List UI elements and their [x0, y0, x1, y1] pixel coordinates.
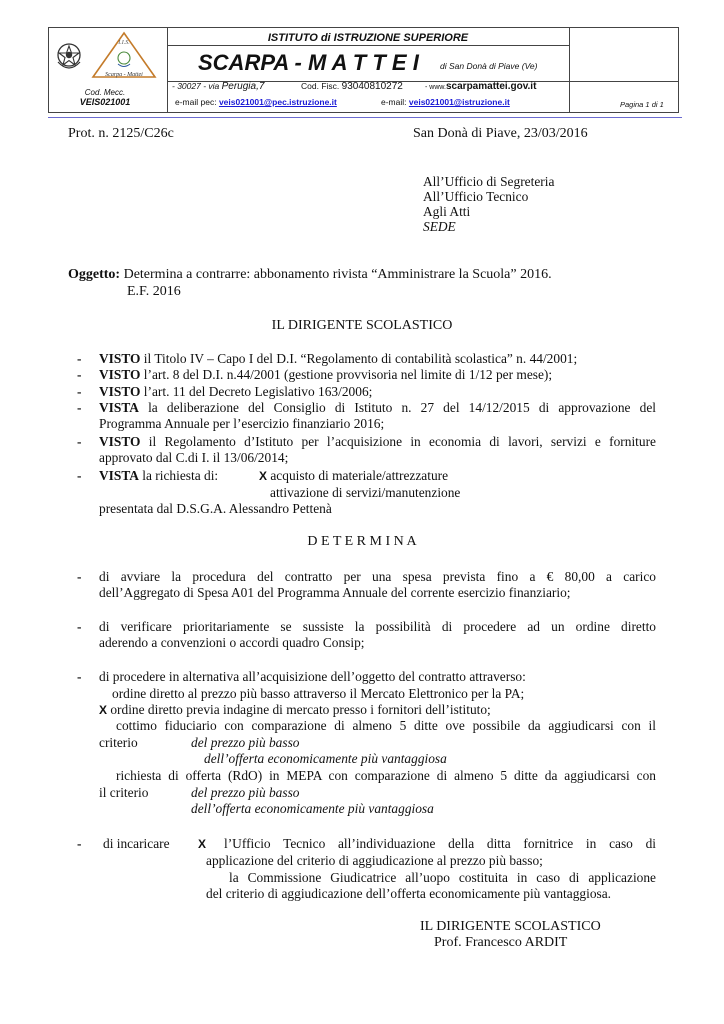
school-logo-icon [89, 31, 159, 81]
visto-item: VISTA la richiesta di: [99, 468, 219, 483]
subject-line [68, 267, 552, 283]
school-name: SCARPA - M A T T E I [198, 50, 419, 75]
procedure-option: richiesta di offerta (RdO) in MEPA con comparazione di almeno 5 ditte da aggiudicarsi con [116, 768, 656, 783]
determina-item-3: di procedere in alternativa all’acquisizione dell’oggetto del contratto attraverso: [99, 669, 526, 684]
fiscal-label: Cod. Fisc. [301, 81, 340, 91]
page-info: Pagina 1 di 1 [620, 100, 664, 109]
criterio-label: il criterio [99, 785, 149, 800]
website[interactable]: scarpamattei.gov.it [446, 81, 537, 92]
criterio-option: dell’offerta economicamente più vantaggiosa [191, 801, 434, 816]
email-line [381, 97, 510, 108]
pec-line [175, 97, 337, 108]
incaricare-option-continued: del criterio di aggiudicazione dell’offerta economicamente più vantaggiosa. [206, 886, 612, 901]
list-dash: - [77, 669, 82, 684]
visto-item-continued: Programma Annuale per l’esercizio finanziario 2016; [99, 416, 385, 431]
institute-type: ISTITUTO di ISTRUZIONE SUPERIORE [267, 32, 469, 44]
svg-text:Scarpa - Mattei: Scarpa - Mattei [105, 72, 143, 78]
determina-item-1-continued: dell’Aggregato di Spesa A01 del Programma Annuale del corrente esercizio finanziario; [99, 585, 571, 600]
determina-item-1: di avviare la procedura del contratto per una spesa prevista fino a € 80,00 a carico [99, 569, 656, 584]
presentata-line: presentata dal D.S.G.A. Alessandro Pettenà [99, 501, 332, 516]
procedure-option-checked [99, 702, 491, 718]
check-x-mark [198, 836, 206, 852]
subject-text: Determina a contrarre: abbonamento rivista “Amministrare la Scuola” 2016. [123, 267, 552, 282]
incaricare-label: di incaricare [103, 836, 170, 851]
list-dash: - [77, 619, 82, 634]
list-dash: - [77, 400, 82, 415]
list-dash: - [77, 836, 82, 851]
list-dash: - [77, 351, 82, 366]
pec-label: e-mail pec: [175, 97, 217, 107]
school-location: di San Donà di Piave (Ve) [440, 61, 538, 71]
www-prefix: - www. [425, 84, 446, 91]
richiesta-option-label: acquisto di materiale/attrezzature [267, 468, 449, 483]
recipient: All’Ufficio Tecnico [423, 189, 529, 204]
header-rule [48, 117, 682, 118]
protocol-number: Prot. n. 2125/C26c [68, 126, 174, 141]
list-dash: - [77, 367, 82, 382]
list-dash: - [77, 468, 82, 483]
check-x-icon: X [99, 703, 108, 717]
list-dash: - [77, 434, 82, 449]
recipient: All’Ufficio di Segreteria [423, 174, 555, 189]
fiscal-code [301, 81, 403, 92]
incaricare-option-continued: applicazione del criterio di aggiudicazione al prezzo più basso; [206, 853, 543, 868]
place-date: San Donà di Piave, 23/03/2016 [413, 126, 588, 141]
email-link[interactable]: veis021001@istruzione.it [408, 97, 510, 107]
visto-item: VISTO l’art. 8 del D.I. n.44/2001 (gestione provvisoria nel limite di 1/12 per mese); [99, 367, 553, 382]
visto-item: VISTO il Regolamento d’Istituto per l’acquisizione in economia di lavori, servizi e forniture [99, 434, 656, 449]
procedure-option-label: ordine diretto previa indagine di mercato presso i fornitori dell’istituto; [107, 702, 491, 717]
pec-email-link[interactable]: veis021001@pec.istruzione.it [218, 97, 337, 107]
cod-mecc-value: VEIS021001 [79, 97, 131, 107]
svg-text:I.I.S.: I.I.S. [118, 40, 130, 46]
address-street: Perugia,7 [221, 81, 265, 92]
check-x-icon: X [198, 837, 207, 851]
heading-dirigente: IL DIRIGENTE SCOLASTICO [271, 318, 453, 333]
procedure-option: ordine diretto al prezzo più basso attraverso il Mercato Elettronico per la PA; [112, 686, 525, 701]
visto-item: VISTO l’art. 11 del Decreto Legislativo 163/2006; [99, 384, 373, 399]
criterio-option: del prezzo più basso [191, 785, 300, 800]
recipient: SEDE [423, 219, 456, 234]
check-x-icon: X [259, 469, 268, 483]
republic-emblem-icon [54, 38, 84, 74]
criterio-option: dell’offerta economicamente più vantaggiosa [204, 751, 447, 766]
signature-name: Prof. Francesco ARDIT [434, 935, 568, 950]
address-prefix: - 30027 - via [172, 81, 220, 91]
procedure-option: cottimo fiduciario con comparazione di almeno 5 ditte ove possibile da aggiudicarsi con il [116, 718, 656, 733]
determina-item-2: di verificare prioritariamente se sussiste la possibilità di procedere ad un ordine diretto [99, 619, 656, 634]
determina-item-2-continued: aderendo a convenzioni o accordi quadro Consip; [99, 635, 365, 650]
email-label: e-mail: [381, 97, 407, 107]
address [172, 81, 264, 92]
criterio-label: criterio [99, 735, 138, 750]
visto-item: VISTA la deliberazione del Consiglio di Istituto n. 27 del 14/12/2015 di approvazione del [99, 400, 656, 415]
list-dash: - [77, 384, 82, 399]
list-dash: - [77, 569, 82, 584]
cod-mecc-label: Cod. Mecc. [84, 88, 126, 97]
fiscal-value: 93040810272 [341, 81, 403, 92]
richiesta-option-checked [259, 468, 448, 484]
recipient: Agli Atti [423, 204, 471, 219]
heading-determina: D E T E R M I N A [307, 534, 417, 549]
incaricare-option-checked: l’Ufficio Tecnico all’individuazione della ditta fornitrice in caso di [224, 836, 656, 851]
richiesta-option: attivazione di servizi/manutenzione [270, 485, 461, 500]
visto-item-continued: approvato dal C.di I. il 13/06/2014; [99, 450, 289, 465]
subject-label: Oggetto: [68, 267, 121, 282]
signature-title: IL DIRIGENTE SCOLASTICO [420, 919, 601, 934]
subject-fiscal-year: E.F. 2016 [127, 284, 181, 299]
incaricare-option: la Commissione Giudicatrice all’uopo costituita in caso di applicazione [229, 870, 656, 885]
visto-item: VISTO il Titolo IV – Capo I del D.I. “Regolamento di contabilità scolastica” n. 44/2001; [99, 351, 578, 366]
criterio-option: del prezzo più basso [191, 735, 300, 750]
website-line [425, 81, 536, 93]
